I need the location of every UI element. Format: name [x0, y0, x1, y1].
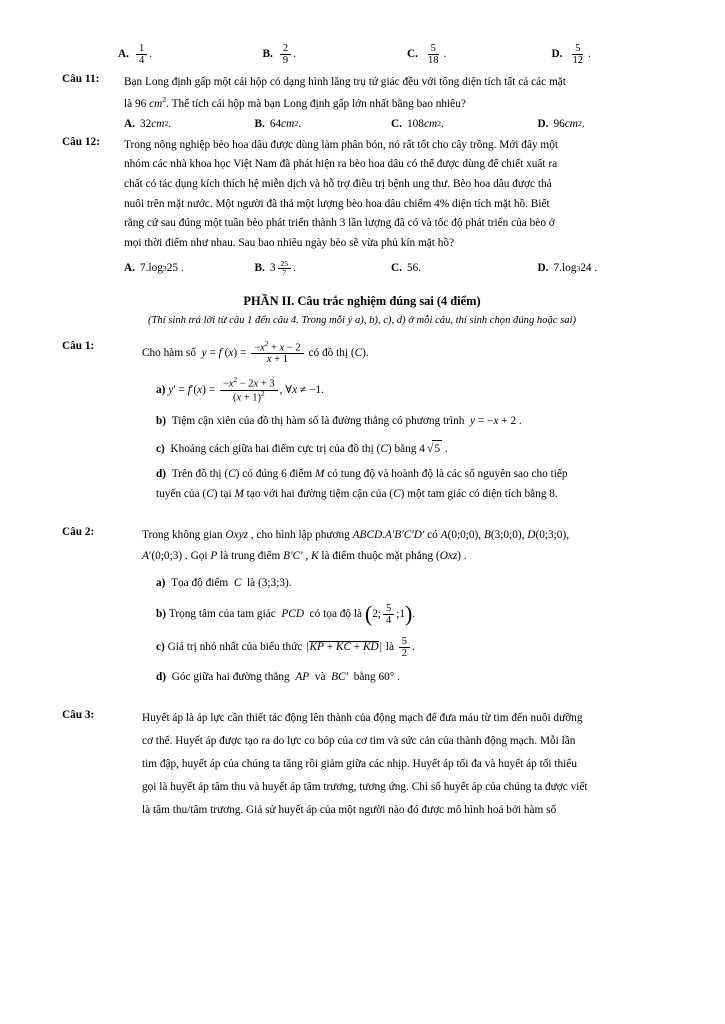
part2-question-2-body — [124, 527, 662, 694]
question-11-body — [124, 74, 662, 135]
part2-question-3 — [62, 710, 662, 826]
option-exponent-fraction — [278, 260, 292, 277]
q11-sup: 2 — [162, 94, 167, 104]
coord-x: 2; — [372, 607, 381, 620]
part2-question-1-body — [124, 341, 662, 511]
item-marker: c) — [156, 640, 165, 653]
question-12-body — [124, 137, 662, 279]
option-fraction — [136, 43, 147, 66]
answer-option[interactable] — [518, 43, 663, 66]
q2-item-d — [156, 669, 662, 686]
q2-item-a — [156, 575, 662, 592]
fraction-numerator: $-x^2 + x - 2$ — [251, 341, 303, 355]
answer-option[interactable] — [62, 43, 229, 66]
option-value: 108 — [406, 117, 424, 130]
q2-b-tail: . — [412, 607, 416, 620]
option-marker: A. — [124, 261, 135, 274]
option-marker: B. — [262, 48, 273, 61]
q2-d-text: Góc giữa hai đường thẳng AP và BC′ bằng 60° . — [168, 670, 400, 683]
q1-stem — [142, 341, 662, 366]
fraction-numerator: 5 — [572, 43, 583, 55]
option-marker: C. — [407, 48, 418, 61]
q1-item-b — [156, 413, 662, 430]
option-marker: A. — [124, 117, 135, 130]
q2-c-text: Giá trị nhỏ nhất của biểu thức — [164, 640, 306, 653]
q1-a-fraction — [220, 377, 278, 403]
fraction-denominator: 9 — [282, 55, 289, 67]
option-tail: . — [293, 48, 296, 61]
option-tail: . — [440, 117, 444, 130]
q1-item-d-line2 — [156, 486, 662, 503]
option-fraction — [280, 43, 291, 66]
option-value: 32 — [139, 117, 152, 130]
option-unit: cm — [151, 117, 165, 130]
q2-stem1: Trong không gian Oxyz , cho hình lập phương ABCD.A′B′C′D′ có A(0;0;0), B(3;0;0), D(0;3;0), — [142, 529, 570, 542]
q3-line5: là tâm thu/tâm trương. Giả sử huyết áp của một người nào đó được mô hình hoá bởi hàm số — [142, 804, 557, 817]
answer-option[interactable] — [249, 116, 380, 133]
item-marker: d) — [156, 670, 167, 683]
q2-item-c — [156, 636, 662, 659]
question-12-answers — [124, 260, 662, 277]
option-marker: C. — [391, 117, 402, 130]
q2-c-fraction — [399, 636, 410, 659]
question-12 — [62, 137, 662, 279]
question-12-line1: Trong nông nghiệp bèo hoa dâu được dùng làm phân bón, nó rất tốt cho cây trồng. Mới đây một — [124, 138, 559, 151]
q2-b-coordinate — [364, 601, 416, 627]
option-value: 96 — [553, 117, 565, 130]
answer-option[interactable] — [516, 260, 663, 277]
question-11-answers — [124, 116, 662, 133]
question-12-line5: rằng cứ sau đúng một tuần bèo phát triển thành 3 lần lượng đã có và tốc độ phát triển của bèo ở — [124, 217, 555, 230]
q3-line4: gọi là huyết áp tâm thu và huyết áp tâm trương, tương ứng. Chỉ số huyết áp của chúng ta được viết — [142, 781, 588, 794]
fraction-numerator: 5 — [383, 603, 394, 615]
q1-stem-fraction — [251, 341, 303, 366]
q1-c-text: Khoảng cách giữa hai điểm cực trị của đồ thị (C) bằng 4 √5 . — [168, 443, 448, 455]
option-marker: D. — [537, 261, 549, 274]
item-marker: b) — [156, 607, 167, 620]
part2-question-1 — [62, 341, 662, 511]
q1-d-text1: Trên đồ thị (C) có đúng 6 điểm M có tung độ và hoành độ là các số nguyên sao cho tiếp — [168, 467, 568, 480]
option-sup: 2 — [164, 119, 169, 129]
q1-d-text2: tuyến của (C) tại M tạo với hai đường tiệm cận của (C) một tam giác có diện tích bằng 8. — [156, 487, 558, 500]
fraction-denominator: 2 — [401, 647, 408, 659]
option-text: 3 — [269, 261, 276, 274]
fraction-numerator: 2 — [280, 43, 291, 55]
fraction-numerator: $-x^2 - 2x + 3$ — [220, 377, 278, 391]
q1-stem-post: có đồ thị (C). — [305, 346, 369, 359]
item-marker: d) — [156, 467, 167, 480]
q3-line3: tim đập, huyết áp của chúng ta tăng rồi giảm giữa các nhịp. Huyết áp tối đa và huyết áp tối thiểu — [142, 758, 577, 771]
answer-option[interactable] — [124, 260, 249, 277]
item-marker: b) — [156, 415, 167, 428]
part2-question-2-label: Câu 2: — [62, 526, 95, 539]
option-rest: 25 . — [166, 261, 184, 274]
abs-bar-right: | — [379, 640, 382, 653]
section-title-part2: PHẦN II. Câu trắc nghiệm đúng sai (4 điểm) — [243, 293, 481, 308]
option-marker: C. — [391, 261, 402, 274]
part2-questions — [62, 341, 662, 826]
fraction-numerator: 25 — [278, 260, 292, 269]
q1-b-text: Tiệm cận xiên của đồ thị hàm số là đường thẳng có phương trình y = −x + 2 . — [168, 415, 522, 428]
fraction-denominator: 4 — [386, 614, 392, 626]
option-sup: 2 — [294, 119, 299, 129]
q2-item-b — [156, 603, 662, 626]
question-11-line1: Bạn Long định gấp một cái hộp có dạng hình lăng trụ tứ giác đều với tổng diện tích tất cả các mặt — [124, 76, 566, 89]
fraction-denominator: x + 1 — [266, 354, 288, 366]
answer-option[interactable] — [379, 116, 516, 133]
fraction-denominator: 7 — [282, 267, 287, 277]
q2-stem-line2 — [142, 548, 662, 565]
part2-question-3-label: Câu 3: — [62, 708, 95, 721]
question-12-line6: mọi thời điểm như nhau. Sau bao nhiêu ngày bèo sẽ vừa phủ kín mặt hồ? — [124, 236, 455, 249]
item-marker: a) — [156, 577, 166, 590]
q2-stem-line1 — [142, 527, 662, 544]
q1-stem-pre: Cho hàm số y = f (x) = — [142, 346, 250, 359]
option-rest: . — [293, 261, 296, 274]
vector-expression: KP + KC + KD — [309, 640, 379, 653]
option-sup: 2 — [437, 119, 441, 129]
option-tail: . — [298, 117, 302, 130]
q1-item-d-line1 — [156, 466, 662, 483]
option-marker: D. — [537, 117, 549, 130]
question-11-label: Câu 11: — [62, 73, 100, 86]
question-11-line2 — [124, 94, 662, 113]
option-unit: cm — [564, 117, 578, 130]
option-text: 7.log — [139, 261, 163, 274]
item-marker: a) — [156, 383, 166, 396]
option-rest: 24 . — [580, 261, 598, 274]
fraction-denominator: 12 — [572, 55, 583, 67]
q2-a-text: Tọa độ điểm C là (3;3;3). — [168, 577, 292, 590]
fraction-denominator: 18 — [427, 55, 439, 67]
q2-b-text: Trọng tâm của tam giác PCD có tọa độ là — [166, 607, 365, 620]
q2-c-tail: . — [412, 640, 415, 653]
option-marker: A. — [118, 48, 129, 61]
option-unit: cm — [423, 117, 438, 130]
option-fraction — [425, 43, 442, 66]
option-sub: 3 — [162, 263, 167, 273]
answer-option[interactable] — [249, 260, 380, 277]
part2-question-3-body — [124, 710, 662, 826]
option-tail: . — [149, 48, 153, 61]
fraction-numerator: 5 — [428, 43, 439, 55]
q1-a-text: y′ = f′(x) = — [168, 383, 218, 396]
question-11 — [62, 74, 662, 135]
question-12-label: Câu 12: — [62, 135, 100, 148]
answer-option[interactable] — [373, 43, 518, 66]
option-text: 7.log — [553, 261, 577, 274]
option-sup: 2 — [577, 119, 582, 129]
q1-item-a — [156, 377, 662, 403]
q11-text-b: . Thể tích cái hộp mà bạn Long định gấp lớn nhất bằng bao nhiêu? — [166, 97, 466, 110]
option-marker: B. — [254, 117, 265, 130]
coord-fraction — [383, 603, 394, 626]
option-tail: . — [443, 48, 447, 61]
abs-bar-left: | — [306, 640, 309, 653]
paren-left: ( — [364, 601, 373, 627]
fraction-numerator: 5 — [399, 636, 410, 648]
option-unit: cm — [281, 117, 295, 130]
option-tail: . — [168, 117, 172, 130]
question-12-line3: chất có tác dụng kích thích hệ miễn dịch và hỗ trợ điều trị bệnh ung thư. Bèo hoa dâu được thả — [124, 177, 552, 190]
q11-text-a: là 96 — [124, 97, 150, 110]
option-fraction — [569, 43, 586, 66]
option-marker: D. — [551, 48, 563, 61]
part2-question-1-label: Câu 1: — [62, 339, 95, 352]
option-text: 56. — [406, 261, 422, 274]
q1-a-tail: , ∀x ≠ −1. — [279, 383, 324, 396]
q2-stem2: A′(0;0;3) . Gọi P là trung điểm B′C′ , K là điểm thuộc mặt phẳng (Oxz) . — [142, 550, 467, 563]
coord-z: ;1 — [396, 607, 406, 620]
section-note-part2: (Thí sinh trả lời từ câu 1 đến câu 4. Trong mỗi ý a), b), c), d) ở mỗi câu, thí sinh chọn đúng hoặc sai) — [147, 315, 577, 327]
fraction-numerator: 1 — [136, 43, 147, 55]
answer-option[interactable] — [124, 116, 249, 133]
option-tail: . — [587, 48, 591, 61]
fraction-denominator: $(x + 1)^2$ — [232, 389, 265, 404]
item-marker: c) — [156, 442, 165, 455]
option-sub: 3 — [576, 263, 581, 273]
option-tail: . — [581, 117, 585, 130]
q2-c-mid: là — [382, 640, 397, 653]
part2-question-2 — [62, 527, 662, 694]
q1-item-c — [156, 439, 662, 458]
answer-option[interactable] — [379, 260, 516, 277]
fraction-denominator: 4 — [138, 55, 145, 67]
q11-unit: cm — [149, 97, 163, 110]
q3-line1: Huyết áp là áp lực cần thiết tác động lên thành của động mạch để đưa máu từ tim đến nuôi dưỡng — [142, 711, 583, 724]
answers-row-top — [62, 43, 662, 66]
option-marker: B. — [254, 261, 265, 274]
answer-option[interactable] — [516, 116, 663, 133]
answer-option[interactable] — [229, 43, 374, 66]
question-12-line2: nhóm các nhà khoa học Việt Nam đã phát hiện ra bèo hoa dâu có thể được dùng để chiết xuất ra — [124, 158, 558, 171]
document-content — [62, 40, 662, 826]
question-12-line4: nuôi trên mặt nước. Một người đã thả một lượng bèo hoa dâu chiếm 4% diện tích mặt hồ. Biết — [124, 197, 550, 210]
paren-right: ) — [405, 601, 413, 627]
option-value: 64 — [269, 117, 282, 130]
q3-line2: cơ thể. Huyết áp được tạo ra do lực co bóp của cơ tim và sức cản của thành động mạch. Mỗi lần — [142, 734, 576, 747]
